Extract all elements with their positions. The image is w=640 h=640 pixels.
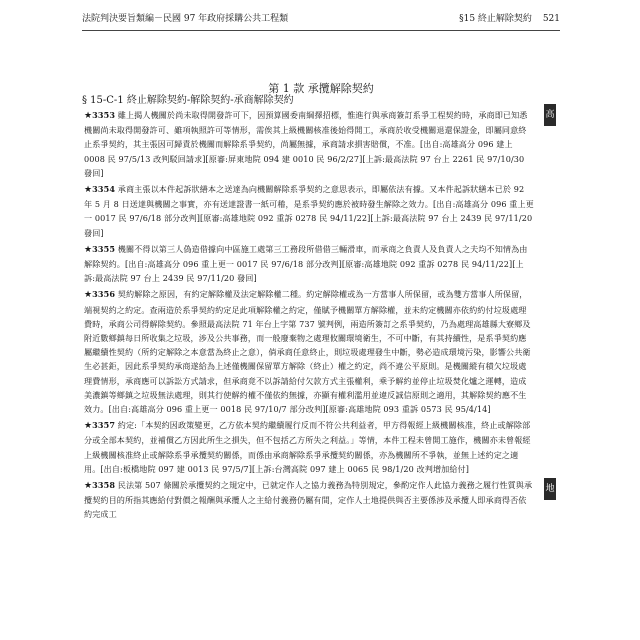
page-number: 521 — [542, 14, 560, 24]
entry-number: 3355 — [92, 243, 116, 254]
entry — [84, 418, 534, 476]
header-book-title: 法院判決要旨類編－民國 97 年政府採購公共工程類 — [82, 14, 289, 24]
entry-text: 民法第 507 條關於承攬契約之規定中，已就定作人之協力義務為特別規定，參酌定作人此協力義務之履行性質與承攬契約目的所指其應給付對價之報酬與承攬人之主給付義務仍屬有間，定作人土地提供與否主要係涉及承攬人即承商得否依約完成工 — [84, 480, 533, 520]
star-icon: ★ — [84, 111, 93, 121]
header-right — [451, 8, 560, 30]
entry-text: 約定:「本契約因政策變更，乙方依本契約繼續履行反而不符公共利益者，甲方得報經上級機關核准，終止或解除部分或全部本契約，並補償乙方因此所生之損失，但不包括乙方所失之利益。」等情，本件工程未曾開工施作，機關亦未曾報經上級機關核准終止或解除系爭承攬契約關係，而係由承商解除系爭承攬契約關係，亦為機關所不爭執，並無上述約定之適用。[出自:板橋地院 097 建 0013 民 97/5/7][上訴:台灣高院 097 建上 0065 民 98/1/20 改判增加給付] — [84, 420, 531, 474]
entry-text: 雖上揭人機關於尚未取得開發許可下，因預算國委南綱擇招標，惟進行與承商簽訂系爭工程契約時，承商即已知悉機關尚未取得開發許可、雖項執照許可等情形，需俟其上級機關核准後始得開工，承商於收受機關退還保證金，即屬同意終止系爭契約，其主張因可歸責於機關而解除系爭契約，尚屬無據，承商請求損害賠償，不准。[出自:高雄高分 096 建上 0008 民 97/5/13 改判駁回請求][原審:屏東地院 094 建 0010 民 96/2/27][上訴:最高法院 97 台上 2261 民 97/10/30 發回] — [84, 110, 528, 178]
entry — [84, 478, 534, 522]
entry — [84, 242, 534, 286]
running-header — [82, 8, 560, 31]
star-icon: ★ — [84, 290, 93, 301]
entry — [84, 182, 534, 240]
entry — [84, 287, 534, 416]
star-icon: ★ — [84, 244, 93, 255]
thumb-index-tab-district: 地 — [544, 478, 556, 500]
star-icon: ★ — [84, 481, 93, 492]
section-subtitle: § 15-C-1 終止解除契約-解除契約-承商解除契約 — [82, 95, 294, 106]
star-icon: ★ — [84, 421, 93, 432]
thumb-index-tab-high: 高 — [544, 104, 556, 126]
entry-text: 契約解除之原因，有約定解除權及法定解除權二種。約定解除權或為一方當事人所保留，或為雙方當事人所保留，端視契約之約定。查兩造於系爭契約約定足此項解除權之約定，僅賦予機關單方解除權，並未約定機關亦依約約付垃圾處理費時，承商公司得解除契約。參照最高法院 71 年台上字第 737 號判例，兩造所簽訂之系爭契約，乃為處理高雄縣大寮鄉及附近數鄉鎮每日所收集之垃圾，涉及公共事務，而一般廢棄物之處理攸關環境衛生，不可中斷，有其持續性，是系爭契約應屬繼續性契約（所約定解除之本意當為終止之意），倘承商任意終止，則垃圾處理發生中斷，勢必造成環境污染，影響公共衛生必甚鉅，因此系爭契約承商遂給為上述僅機關保留單方解除（終止）權之約定，尚不違公平原則。是機關縱有積欠垃圾處理費情形，承商應可以訴訟方式請求，但承商竟不以訴請給付欠款方式主張權利，乘予解約並停止垃圾焚化爐之運轉，造成美濃鎮等鄉鎮之垃圾無法處理，則其行使解約權不僅依約無據，亦顯有權利濫用並違反誠信原則之適用，其解除契約應不生效力。[出自:高雄高分 096 重上更一 0018 民 97/10/7 部分改判][原審:高雄地院 093 重訴 0573 民 95/4/14] — [84, 289, 531, 415]
entry-number: 3353 — [92, 110, 116, 120]
entry-text: 機關不得以第三人偽造借據向中區施工處第三工務段所借借三輛滑車，而承商之負責人及負責人之夫均不知情為由解除契約。[出自:高雄高分 096 重上更一 0017 民 97/6/18 部分改判][原審:高雄地院 092 重訴 0278 民 94/11/22][上訴:最高法院 97 台上 2439 民 97/11/20 發回] — [84, 243, 528, 284]
header-section: §15 終止解除契約 — [459, 14, 532, 24]
entry — [84, 108, 534, 180]
entry-number: 3356 — [92, 289, 116, 300]
section-title: 第 1 款 承攬解除契約 — [268, 82, 374, 95]
star-icon: ★ — [84, 185, 93, 196]
entry-text: 承商主張以本件起訴狀繕本之送達為向機關解除系爭契約之意思表示，即屬依法有據。又本件起訴狀繕本已於 92 年 5 月 8 日送達與機關之事實，亦有送達證書一紙可稽，是系爭契約應於被時發生解除之效力。[出自:高雄高分 096 重上更一 0017 民 97/6/18 部分改判][原審:高雄地院 092 重訴 0278 民 94/11/22][上訴:最高法院 97 台上 2439 民 97/11/20 發回] — [84, 184, 534, 238]
entry-number: 3357 — [92, 420, 116, 431]
document-page — [82, 8, 560, 640]
entries-list — [84, 108, 534, 524]
entry-number: 3354 — [92, 184, 116, 195]
entry-number: 3358 — [92, 480, 116, 491]
